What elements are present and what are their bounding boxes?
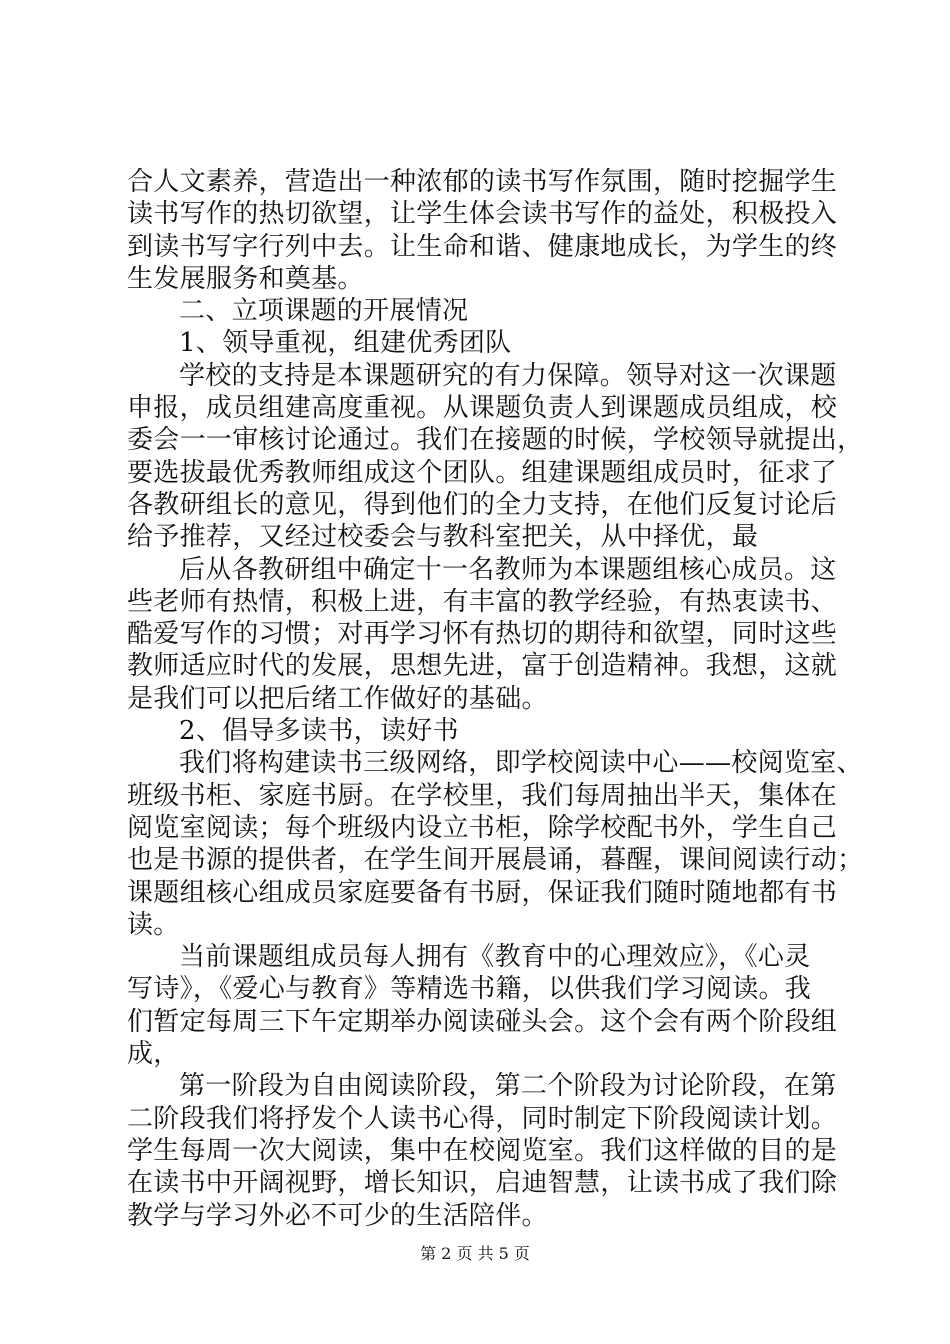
text-line: 第一阶段为自由阅读阶段，第二个阶段为讨论阶段，在第 (179, 1071, 837, 1102)
text-line: 们暂定每周三下午定期举办阅读碰头会。这个会有两个阶段组 (127, 1006, 838, 1037)
text-line: 在读书中开阔视野，增长知识，启迪智慧，让读书成了我们除 (127, 1168, 838, 1199)
text-line: 2、倡导多读书，读好书 (179, 716, 459, 747)
text-line: 读。 (127, 909, 180, 940)
text-line: 后从各教研组中确定十一名教师为本课题组核心成员。这 (179, 554, 837, 585)
text-line: 学生每周一次大阅读，集中在校阅览室。我们这样做的目的是 (127, 1135, 838, 1166)
text-line: 委会一一审核讨论通过。我们在接题的时候，学校领导就提出， (127, 425, 864, 456)
text-line: 班级书柜、家庭书厨。在学校里，我们每周抽出半天，集体在 (127, 780, 838, 811)
text-line: 合人文素养，营造出一种浓郁的读书写作氛围，随时挖掘学生 (127, 167, 838, 197)
text-line: 教师适应时代的发展，思想先进，富于创造精神。我想，这就 (127, 651, 838, 682)
text-line: 写诗》，《爱心与教育》等精选书籍，以供我们学习阅读。我 (127, 974, 812, 1005)
text-line: 教学与学习外必不可少的生活陪伴。 (127, 1200, 548, 1231)
text-line: 到读书写字行列中去。让生命和谐、健康地成长，为学生的终 (127, 231, 838, 262)
text-line: 酷爱写作的习惯；对再学习怀有热切的期待和欲望，同时这些 (127, 619, 838, 650)
text-line: 二阶段我们将抒发个人读书心得，同时制定下阶段阅读计划。 (127, 1103, 838, 1134)
text-line: 学校的支持是本课题研究的有力保障。领导对这一次课题 (179, 360, 837, 391)
text-line: 是我们可以把后绪工作做好的基础。 (127, 683, 548, 714)
page-footer: 第 2 页 共 5 页 (420, 1244, 530, 1263)
text-line: 要选拔最优秀教师组成这个团队。组建课题组成员时，征求了 (127, 457, 838, 488)
text-line: 申报，成员组建高度重视。从课题负责人到课题成员组成，校 (127, 393, 838, 424)
text-line: 当前课题组成员每人拥有《教育中的心理效应》，《心灵 (179, 942, 811, 973)
text-line: 成， (127, 1039, 180, 1070)
text-line: 阅览室阅读；每个班级内设立书柜，除学校配书外，学生自己 (127, 812, 838, 843)
text-line: 给予推荐，又经过校委会与教科室把关，从中择优，最 (127, 522, 759, 553)
document-body (127, 166, 864, 1232)
text-line: 也是书源的提供者，在学生间开展晨诵，暮醒，课间阅读行动； (127, 845, 864, 876)
text-line: 二、立项课题的开展情况 (179, 296, 469, 327)
text-line: 读书写作的热切欲望，让学生体会读书写作的益处，积极投入 (127, 199, 838, 230)
text-line: 生发展服务和奠基。 (127, 263, 364, 294)
text-line: 些老师有热情，积极上进，有丰富的教学经验，有热衷读书、 (127, 586, 838, 617)
text-line: 1、领导重视，组建优秀团队 (179, 328, 512, 359)
text-line: 我们将构建读书三级网络，即学校阅读中心——校阅览室、 (179, 748, 863, 779)
text-line: 课题组核心组成员家庭要备有书厨，保证我们随时随地都有书 (127, 877, 838, 908)
text-line: 各教研组长的意见，得到他们的全力支持，在他们反复讨论后 (127, 489, 838, 520)
